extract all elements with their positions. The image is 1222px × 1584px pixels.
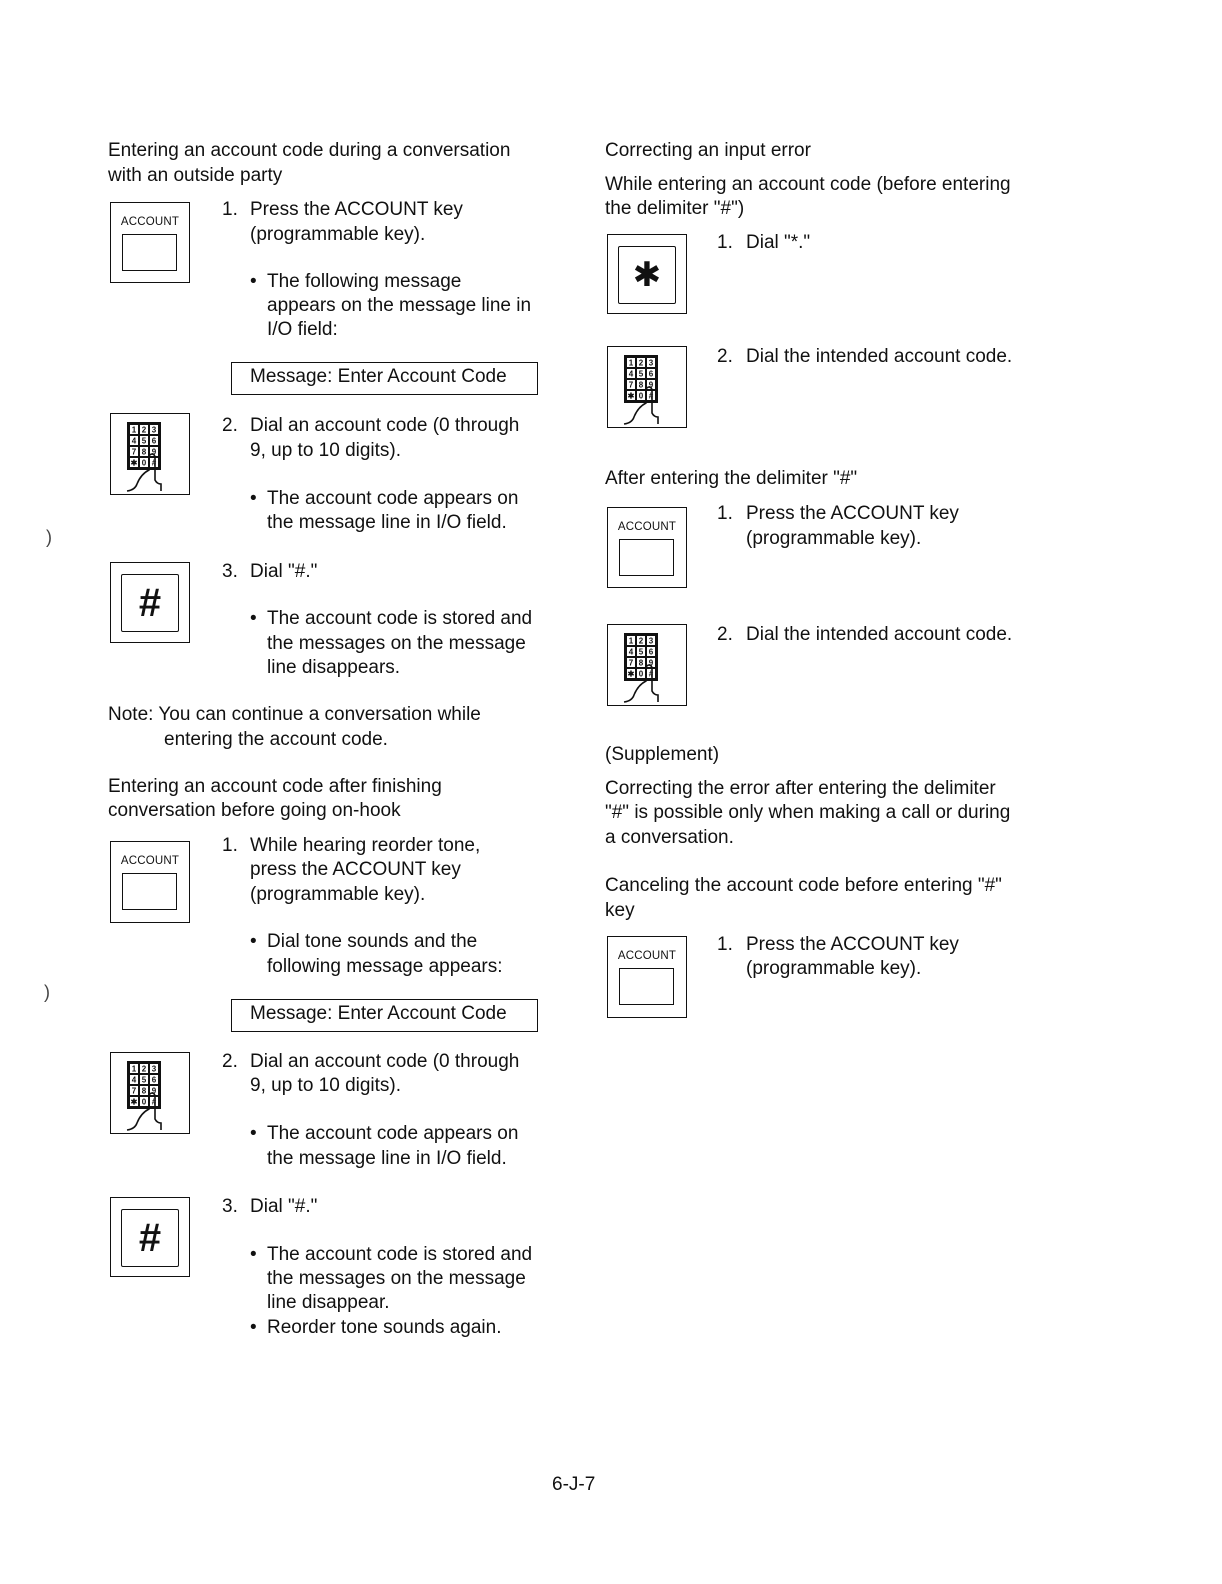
keypad-key-label: 0 — [141, 1097, 147, 1107]
keypad-key-label: 1 — [628, 358, 634, 368]
bullet-icon: • — [250, 931, 257, 952]
step-number: 2. — [717, 346, 733, 367]
step-text: (programmable key). — [746, 528, 922, 549]
step-number: 1. — [222, 835, 238, 856]
step-text: (programmable key). — [250, 224, 426, 245]
keypad-key-label: 8 — [638, 380, 644, 390]
keypad-key-label: ✱ — [627, 669, 635, 679]
page-number: 6-J-7 — [552, 1474, 596, 1495]
step-text: Press the ACCOUNT key — [746, 503, 959, 524]
step-text: Dial the intended account code. — [746, 346, 1013, 367]
step-text: Press the ACCOUNT key — [746, 934, 959, 955]
message-box: Message: Enter Account Code — [231, 362, 538, 395]
star-key-icon: ✱ — [607, 234, 687, 314]
step-number: 2. — [717, 624, 733, 645]
note-line2: entering the account code. — [164, 729, 388, 750]
step-text: (programmable key). — [746, 958, 922, 979]
keypad-key-label: 3 — [151, 425, 157, 435]
keypad-key-label: 9 — [648, 380, 654, 390]
bullet-text: The account code appears on — [267, 1123, 519, 1144]
right-section1-sub-line1: While entering an account code (before entering — [605, 174, 1011, 195]
keypad-key-label: 7 — [131, 1086, 137, 1096]
keypad-key-label: 4 — [131, 1075, 137, 1085]
keypad-key-label: 9 — [648, 658, 654, 668]
keypad-key-label: 3 — [151, 1064, 157, 1074]
note-line1: Note: You can continue a conversation while — [108, 704, 481, 725]
keypad-key-label: 4 — [628, 369, 634, 379]
bullet-text: appears on the message line in — [267, 295, 532, 316]
step-text: Press the ACCOUNT key — [250, 199, 463, 220]
step-text: Dial "#." — [250, 1196, 318, 1217]
right-section2-heading: After entering the delimiter "#" — [605, 468, 858, 489]
keypad-key-label: 0 — [141, 458, 147, 468]
step-number: 3. — [222, 561, 238, 582]
keypad-key-label: 8 — [141, 1086, 147, 1096]
bullet-text: I/O field: — [267, 319, 338, 340]
bullet-icon: • — [250, 1317, 257, 1338]
step-text: press the ACCOUNT key — [250, 859, 461, 880]
bullet-icon: • — [250, 488, 257, 509]
keypad-key-label: 9 — [151, 1086, 157, 1096]
keypad-key-label: # — [648, 391, 654, 401]
bullet-icon: • — [250, 1123, 257, 1144]
keypad-icon — [607, 624, 687, 706]
bullet-text: Dial tone sounds and the — [267, 931, 478, 952]
keypad-key-label: 1 — [131, 425, 137, 435]
message-box: Message: Enter Account Code — [231, 999, 538, 1032]
account-key-icon: ACCOUNT — [110, 841, 190, 923]
keypad-key-label: # — [151, 1097, 157, 1107]
keypad-icon — [110, 1052, 190, 1134]
supplement-text: Correcting the error after entering the delimiter — [605, 778, 996, 799]
account-key-icon: ACCOUNT — [607, 936, 687, 1018]
step-number: 1. — [717, 232, 733, 253]
keypad-key-label: 7 — [131, 447, 137, 457]
bullet-text: The account code is stored and — [267, 1244, 533, 1265]
keypad-key-label: ✱ — [130, 1097, 138, 1107]
step-text: 9, up to 10 digits). — [250, 440, 402, 461]
keypad-key-label: 7 — [628, 380, 634, 390]
step-number: 1. — [717, 503, 733, 524]
supplement-heading: (Supplement) — [605, 744, 720, 765]
right-section3-heading-line1: Canceling the account code before entering "#" — [605, 875, 1002, 896]
keypad-key-label: 4 — [131, 436, 137, 446]
keypad-key-label: 6 — [648, 369, 654, 379]
step-text: Dial an account code (0 through — [250, 415, 520, 436]
keypad-key-label: 5 — [638, 647, 644, 657]
step-number: 2. — [222, 415, 238, 436]
bullet-text: the messages on the message — [267, 633, 526, 654]
supplement-text: "#" is possible only when making a call or during — [605, 802, 1011, 823]
keypad-key-label: 8 — [638, 658, 644, 668]
section2-heading-line2: conversation before going on-hook — [108, 800, 401, 821]
supplement-text: a conversation. — [605, 827, 734, 848]
right-section1-heading: Correcting an input error — [605, 140, 811, 161]
keypad-key-label: 9 — [151, 447, 157, 457]
keypad-key-label: 2 — [141, 1064, 147, 1074]
bullet-text: the message line in I/O field. — [267, 1148, 507, 1169]
bullet-text: following message appears: — [267, 956, 503, 977]
bullet-text: The account code is stored and — [267, 608, 533, 629]
right-section3-heading-line2: key — [605, 900, 635, 921]
bullet-icon: • — [250, 271, 257, 292]
step-number: 2. — [222, 1051, 238, 1072]
bullet-text: the message line in I/O field. — [267, 512, 507, 533]
keypad-icon — [110, 413, 190, 495]
keypad-key-label: ✱ — [627, 391, 635, 401]
bullet-text: The following message — [267, 271, 462, 292]
keypad-key-label: 1 — [628, 636, 634, 646]
keypad-key-label: 5 — [141, 1075, 147, 1085]
keypad-key-label: ✱ — [130, 458, 138, 468]
keypad-key-label: 8 — [141, 447, 147, 457]
keypad-key-label: 6 — [648, 647, 654, 657]
section1-heading-line1: Entering an account code during a conversation — [108, 140, 511, 161]
step-number: 1. — [222, 199, 238, 220]
right-section1-sub-line2: the delimiter "#") — [605, 198, 745, 219]
keypad-drawing — [608, 625, 688, 707]
keypad-key-label: # — [151, 458, 157, 468]
keypad-key-label: 2 — [638, 636, 644, 646]
keypad-key-label: 5 — [141, 436, 147, 446]
keypad-drawing — [111, 1053, 191, 1135]
bullet-text: line disappears. — [267, 657, 401, 678]
bullet-text: Reorder tone sounds again. — [267, 1317, 502, 1338]
hash-key-icon: # — [110, 1197, 190, 1277]
keypad-drawing — [608, 347, 688, 429]
keypad-key-label: 0 — [638, 669, 644, 679]
step-text: Dial an account code (0 through — [250, 1051, 520, 1072]
step-text: (programmable key). — [250, 884, 426, 905]
bullet-text: line disappear. — [267, 1292, 390, 1313]
step-text: 9, up to 10 digits). — [250, 1075, 402, 1096]
section1-heading-line2: with an outside party — [108, 165, 283, 186]
step-text: Dial the intended account code. — [746, 624, 1013, 645]
keypad-key-label: 4 — [628, 647, 634, 657]
keypad-key-label: 0 — [638, 391, 644, 401]
hash-key-icon: # — [110, 562, 190, 643]
account-key-icon: ACCOUNT — [607, 507, 687, 588]
keypad-key-label: 6 — [151, 1075, 157, 1085]
step-text: While hearing reorder tone, — [250, 835, 481, 856]
keypad-drawing — [111, 414, 191, 496]
bullet-text: the messages on the message — [267, 1268, 526, 1289]
step-text: Dial "*." — [746, 232, 811, 253]
step-number: 3. — [222, 1196, 238, 1217]
margin-mark: ) — [46, 527, 52, 547]
keypad-key-label: 7 — [628, 658, 634, 668]
keypad-key-label: 6 — [151, 436, 157, 446]
keypad-key-label: 2 — [638, 358, 644, 368]
keypad-icon — [607, 346, 687, 428]
bullet-icon: • — [250, 1244, 257, 1265]
keypad-key-label: 2 — [141, 425, 147, 435]
keypad-key-label: 3 — [648, 636, 654, 646]
section2-heading-line1: Entering an account code after finishing — [108, 776, 442, 797]
keypad-key-label: 5 — [638, 369, 644, 379]
keypad-key-label: # — [648, 669, 654, 679]
keypad-key-label: 1 — [131, 1064, 137, 1074]
bullet-icon: • — [250, 608, 257, 629]
step-number: 1. — [717, 934, 733, 955]
keypad-key-label: 3 — [648, 358, 654, 368]
step-text: Dial "#." — [250, 561, 318, 582]
margin-mark: ) — [44, 982, 50, 1002]
bullet-text: The account code appears on — [267, 488, 519, 509]
account-key-icon: ACCOUNT — [110, 202, 190, 283]
